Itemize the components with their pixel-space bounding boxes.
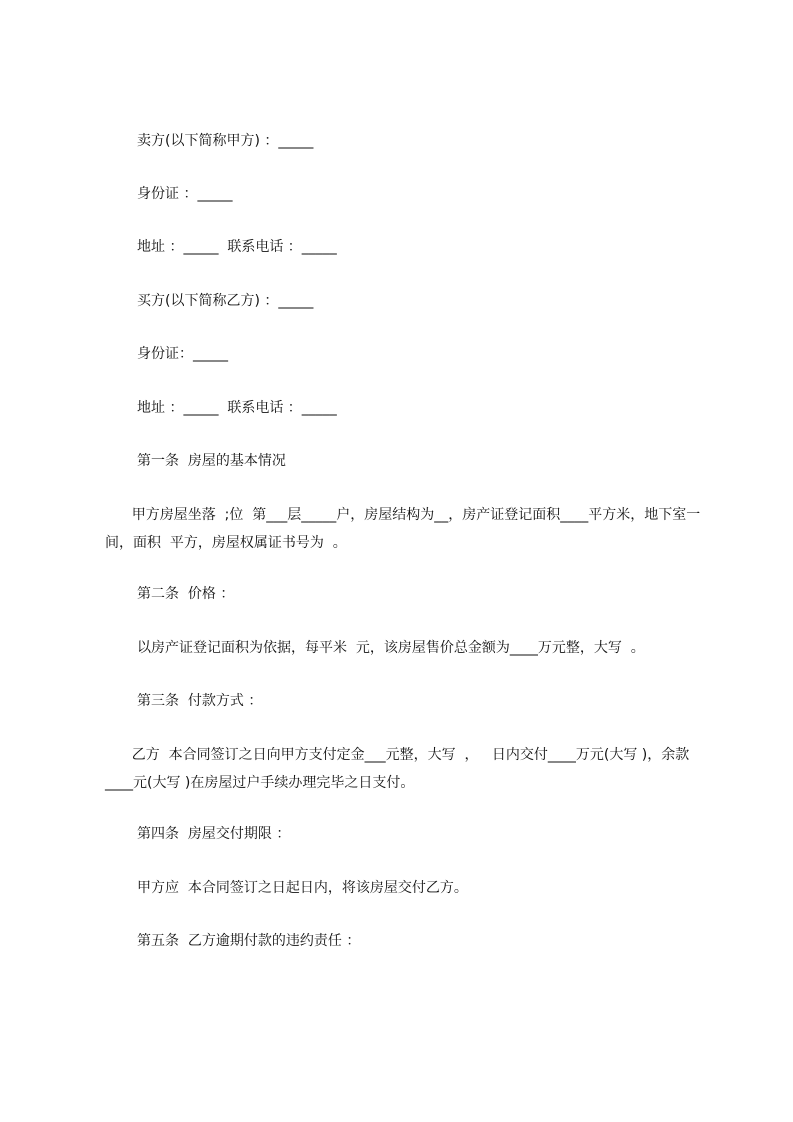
article3-body: 乙方 本合同签订之日向甲方支付定金___元整，大写 ， 日内交付____万元(大写 )，余款____元(大写 )在房屋过户手续办理完毕之日支付。 <box>105 747 690 791</box>
seller-line: 卖方(以下简称甲方) ：_____ <box>137 133 314 149</box>
article2-title: 第二条 价格 ： <box>137 586 235 602</box>
buyer-line: 买方(以下简称乙方) ：_____ <box>137 293 314 309</box>
article4-title: 第四条 房屋交付期限 ： <box>137 826 291 842</box>
buyer-address-line: 地址 ：_____ 联系电话 ：_____ <box>137 400 337 416</box>
buyer-id-line: 身份证：_____ <box>137 346 228 362</box>
article1-body: 甲方房屋坐落 ;位 第___层_____户，房屋结构为__，房产证登记面积____平方米，地下室一间，面积 平方，房屋权属证书号为 。 <box>105 507 701 551</box>
seller-id-line: 身份证 ：_____ <box>137 186 233 202</box>
article5-title: 第五条 乙方逾期付款的违约责任 ： <box>137 933 361 949</box>
article4-body: 甲方应 本合同签订之日起日内，将该房屋交付乙方。 <box>137 880 468 896</box>
article1-title: 第一条 房屋的基本情况 <box>137 453 286 469</box>
article2-body: 以房产证登记面积为依据，每平米 元，该房屋售价总金额为____万元整，大写 。 <box>137 640 645 656</box>
seller-address-line: 地址 ：_____ 联系电话 ：_____ <box>137 239 337 255</box>
article3-title: 第三条 付款方式 ： <box>137 693 263 709</box>
